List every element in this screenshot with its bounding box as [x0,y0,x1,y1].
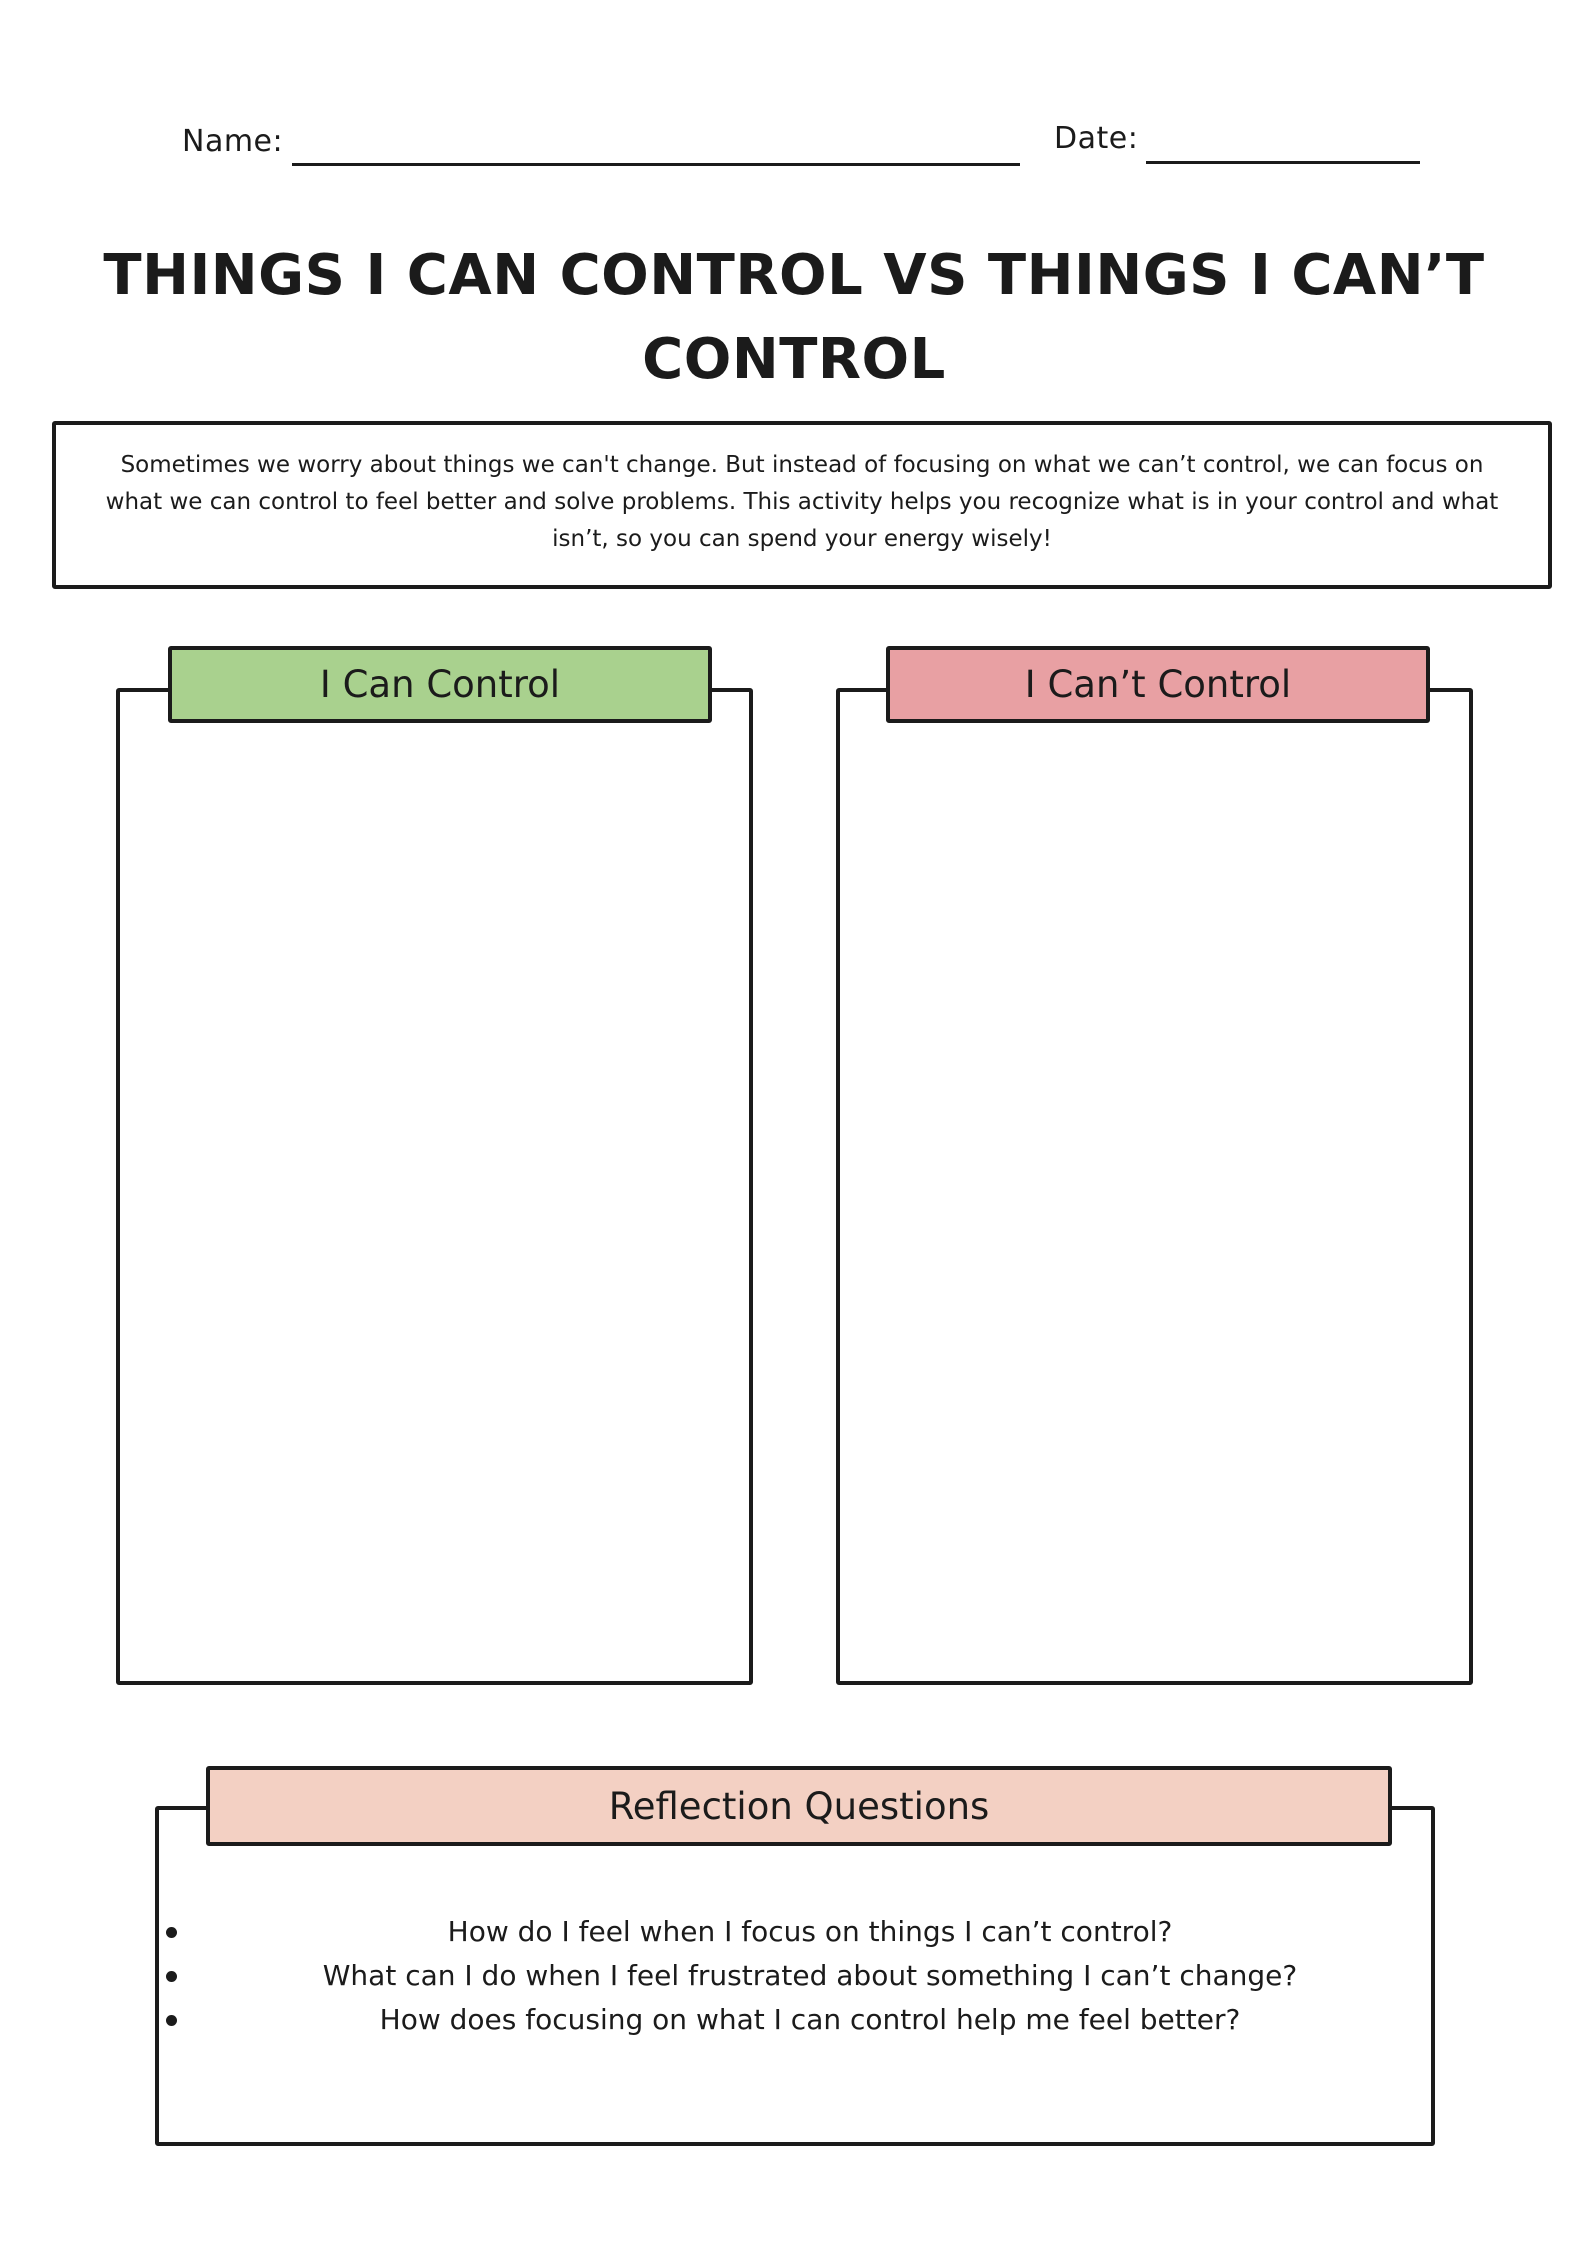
list-item [0,1910,1588,1954]
can-control-box[interactable] [116,688,753,1685]
cant-control-label: I Can’t Control [1024,663,1292,706]
can-control-label: I Can Control [319,663,561,706]
name-field[interactable] [292,163,1020,166]
question-text: What can I do when I feel frustrated about something I can’t change? [322,1959,1298,1992]
date-field[interactable] [1146,161,1420,164]
bullet-icon [166,1971,177,1982]
page-title [0,234,1588,402]
title-line-1: THINGS I CAN CONTROL VS THINGS I CAN’T [103,243,1485,308]
question-text: How do I feel when I focus on things I can’t control? [447,1915,1173,1948]
question-text: How does focusing on what I can control help me feel better? [379,2003,1241,2036]
name-label: Name: [182,124,284,159]
list-item [0,1954,1588,1998]
cant-control-header [886,646,1430,723]
intro-text: Sometimes we worry about things we can't change. But instead of focusing on what we can’t control, we can focus on what we can control to feel better and solve problems. This activity helps you recognize what is in your control and what isn’t, so you can spend your energy wisely! [105,452,1499,552]
reflection-header [206,1766,1392,1846]
reflection-title: Reflection Questions [608,1784,990,1828]
bullet-icon [166,1927,177,1938]
cant-control-box[interactable] [836,688,1473,1685]
can-control-header [168,646,712,723]
title-line-2: CONTROL [642,327,946,392]
list-item [0,1998,1588,2042]
intro-box [52,421,1552,589]
bullet-icon [166,2015,177,2026]
reflection-question-list [0,1910,1588,2050]
date-label: Date: [1054,121,1139,156]
